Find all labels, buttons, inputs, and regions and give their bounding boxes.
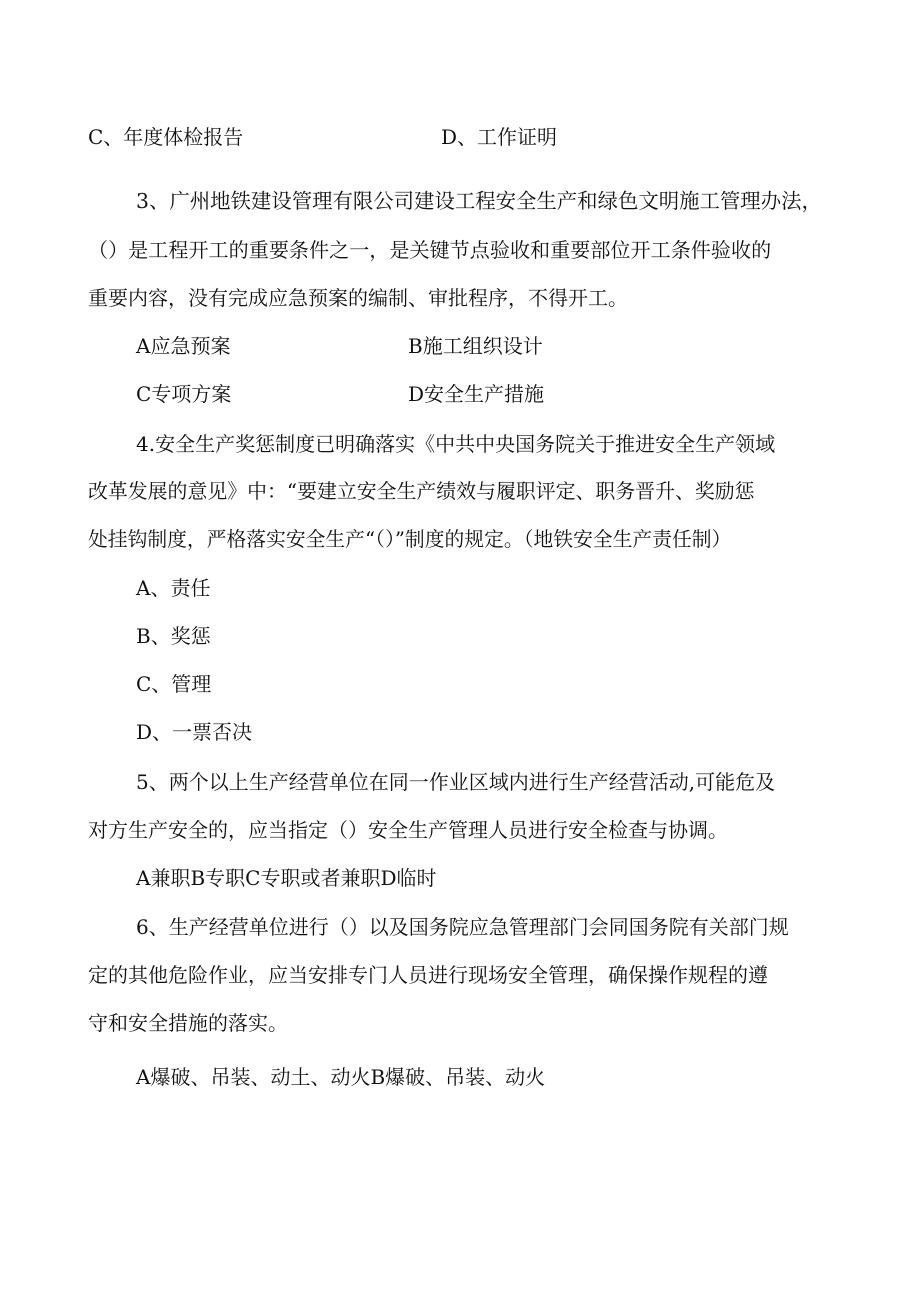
q3-text-line-2: （）是工程开工的重要条件之一，是关键节点验收和重要部位开工条件验收的 [88, 238, 772, 262]
q5-options: A兼职B专职C专职或者兼职D临时 [136, 866, 437, 890]
q4-text-line-3: 处挂钩制度，严格落实安全生产“（）”制度的规定。（地铁安全生产责任制） [88, 528, 732, 551]
q4-text-line-1: 4.安全生产奖惩制度已明确落实《中共中央国务院关于推进安全生产领域 [136, 432, 776, 456]
q3-option-a: A应急预案 [136, 334, 231, 358]
q4-option-b: B、奖惩 [136, 624, 211, 648]
q6-text-line-1: 6、生产经营单位进行（）以及国务院应急管理部门会同国务院有关部门规 [136, 915, 789, 939]
q5-text-line-2: 对方生产安全的，应当指定（）安全生产管理人员进行安全检查与协调。 [88, 818, 728, 842]
q4-option-a: A、责任 [136, 576, 211, 600]
q3-text-line-1: 3、广州地铁建设管理有限公司建设工程安全生产和绿色文明施工管理办法， [136, 189, 822, 213]
q4-option-d: D、一票否决 [136, 720, 253, 744]
q6-options: A爆破、吊装、动土、动火B爆破、吊装、动火 [136, 1065, 546, 1089]
q4-text-line-2: 改革发展的意见》中：“要建立安全生产绩效与履职评定、职务晋升、奖励惩 [88, 480, 755, 503]
q3-text-line-3: 重要内容，没有完成应急预案的编制、审批程序，不得开工。 [88, 286, 628, 310]
q4-option-c: C、管理 [136, 672, 212, 696]
q5-text-line-1: 5、两个以上生产经营单位在同一作业区域内进行生产经营活动,可能危及 [136, 770, 776, 794]
q6-text-line-2: 定的其他危险作业，应当安排专门人员进行现场安全管理，确保操作规程的遵 [88, 963, 768, 987]
q3-option-b: B施工组织设计 [408, 334, 543, 358]
q3-option-c: C专项方案 [136, 382, 232, 406]
q2-option-d: D、工作证明 [441, 125, 558, 149]
q6-text-line-3: 守和安全措施的落实。 [88, 1011, 288, 1035]
q3-option-d: D安全生产措施 [408, 382, 545, 406]
q2-option-c: C、年度体检报告 [88, 125, 244, 149]
